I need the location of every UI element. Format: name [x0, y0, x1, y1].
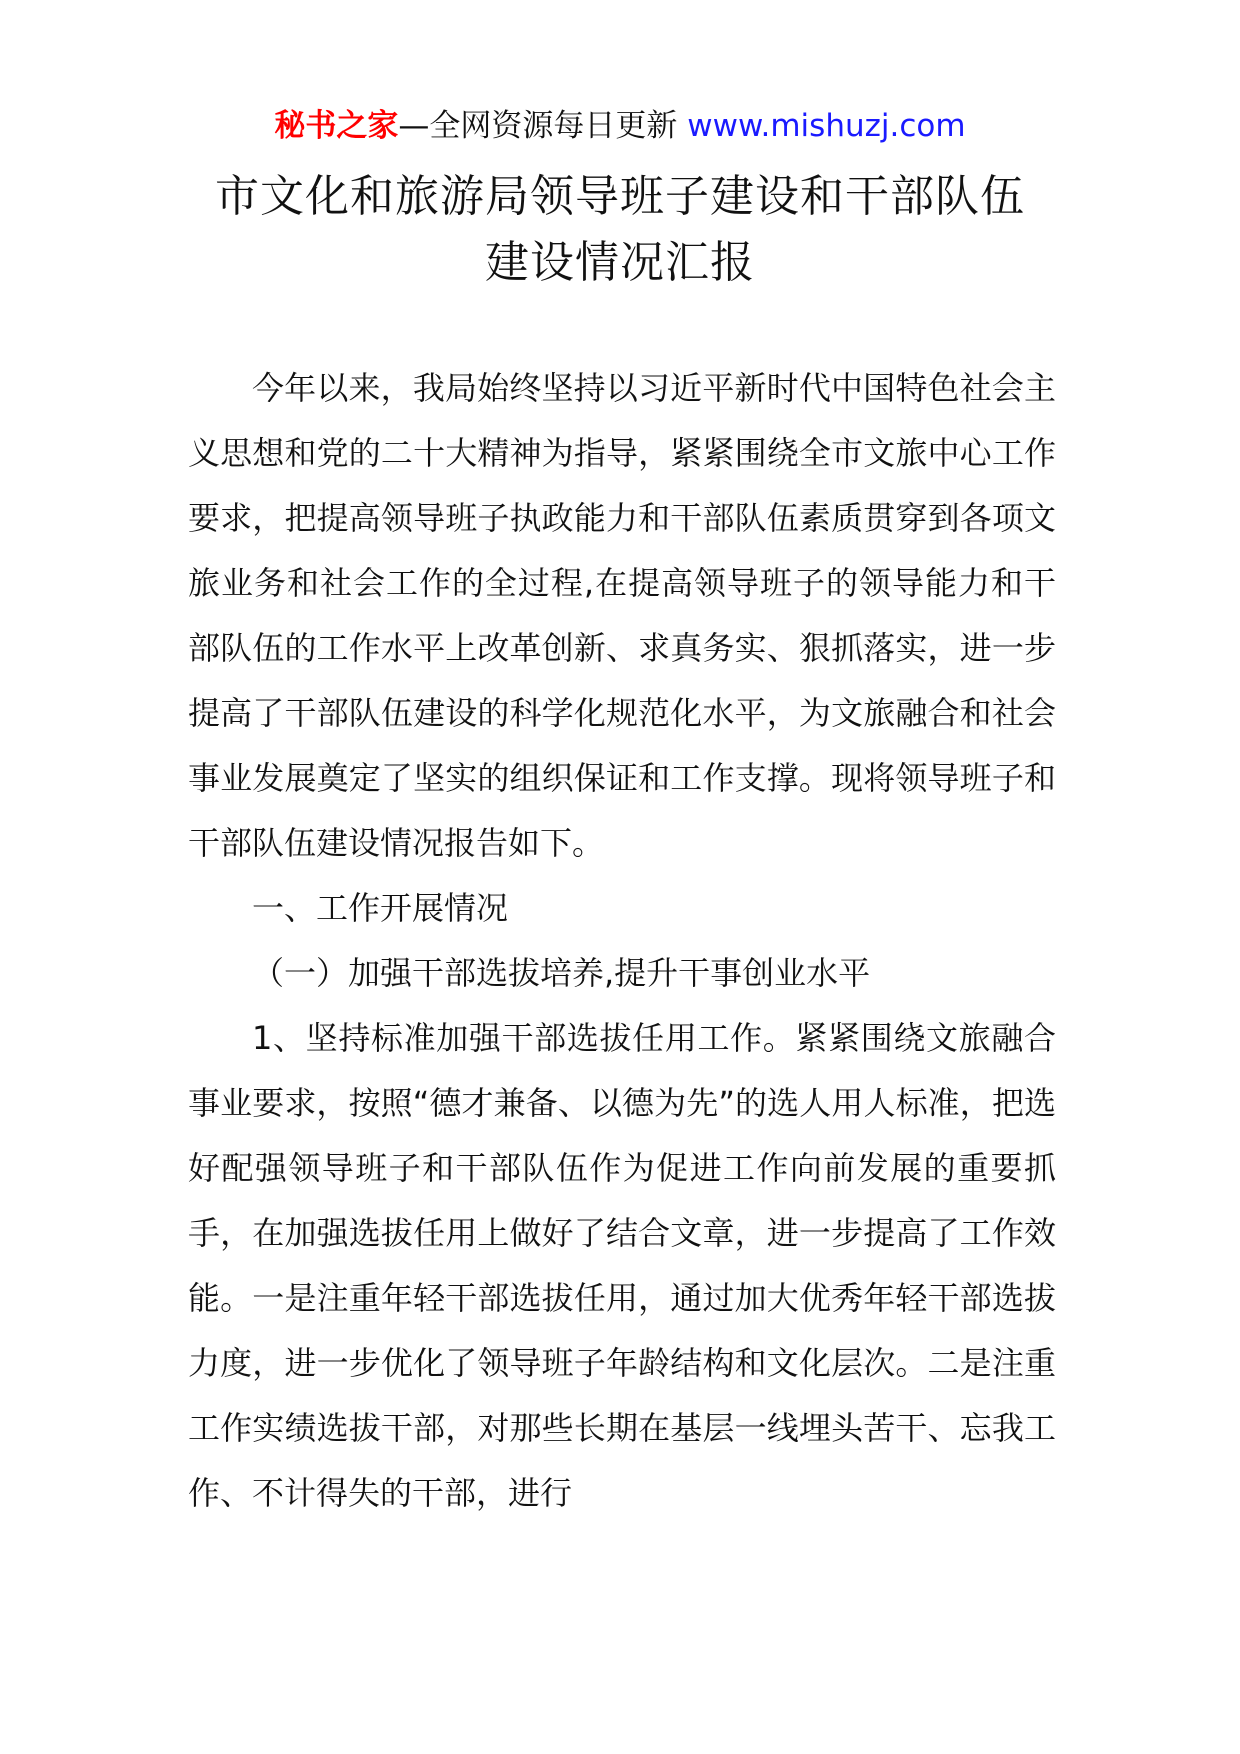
site-header-banner — [0, 104, 1240, 148]
document-title-line-1: 市文化和旅游局领导班子建设和干部队伍 — [215, 171, 1025, 222]
site-slogan: —全网资源每日更新 — [398, 108, 688, 144]
document-title — [170, 164, 1070, 296]
section-heading: 一、工作开展情况 — [252, 889, 509, 927]
subsection-heading: （一）加强干部选拔培养,提升干事创业水平 — [252, 954, 871, 992]
intro-paragraph: 今年以来，我局始终坚持以习近平新时代中国特色社会主义思想和党的二十大精神为指导，紧紧围绕全市文旅中心工作要求，把提高领导班子执政能力和干部队伍素质贯穿到各项文旅业务和社会工作的全过程,在提高领导班子的领导能力和干部队伍的工作水平上改革创新、求真务实、狠抓落实，进一步提高了干部队伍建设的科学化规范化水平，为文旅融合和社会事业发展奠定了坚实的组织保证和工作支撑。现将领导班子和干部队伍建设情况报告如下。 — [188, 369, 1056, 862]
document-title-line-2: 建设情况汇报 — [485, 237, 755, 288]
site-name: 秘书之家 — [274, 108, 399, 144]
site-url-link[interactable]: www.mishuzj.com — [687, 108, 966, 144]
document-body — [188, 356, 1056, 1526]
item-paragraph: 1、坚持标准加强干部选拔任用工作。紧紧围绕文旅融合事业要求，按照“德才兼备、以德为先”的选人用人标准，把选好配强领导班子和干部队伍作为促进工作向前发展的重要抓手，在加强选拔任用上做好了结合文章，进一步提高了工作效能。一是注重年轻干部选拔任用，通过加大优秀年轻干部选拔力度，进一步优化了领导班子年龄结构和文化层次。二是注重工作实绩选拔干部，对那些长期在基层一线埋头苦干、忘我工作、不计得失的干部，进行 — [188, 1019, 1056, 1512]
